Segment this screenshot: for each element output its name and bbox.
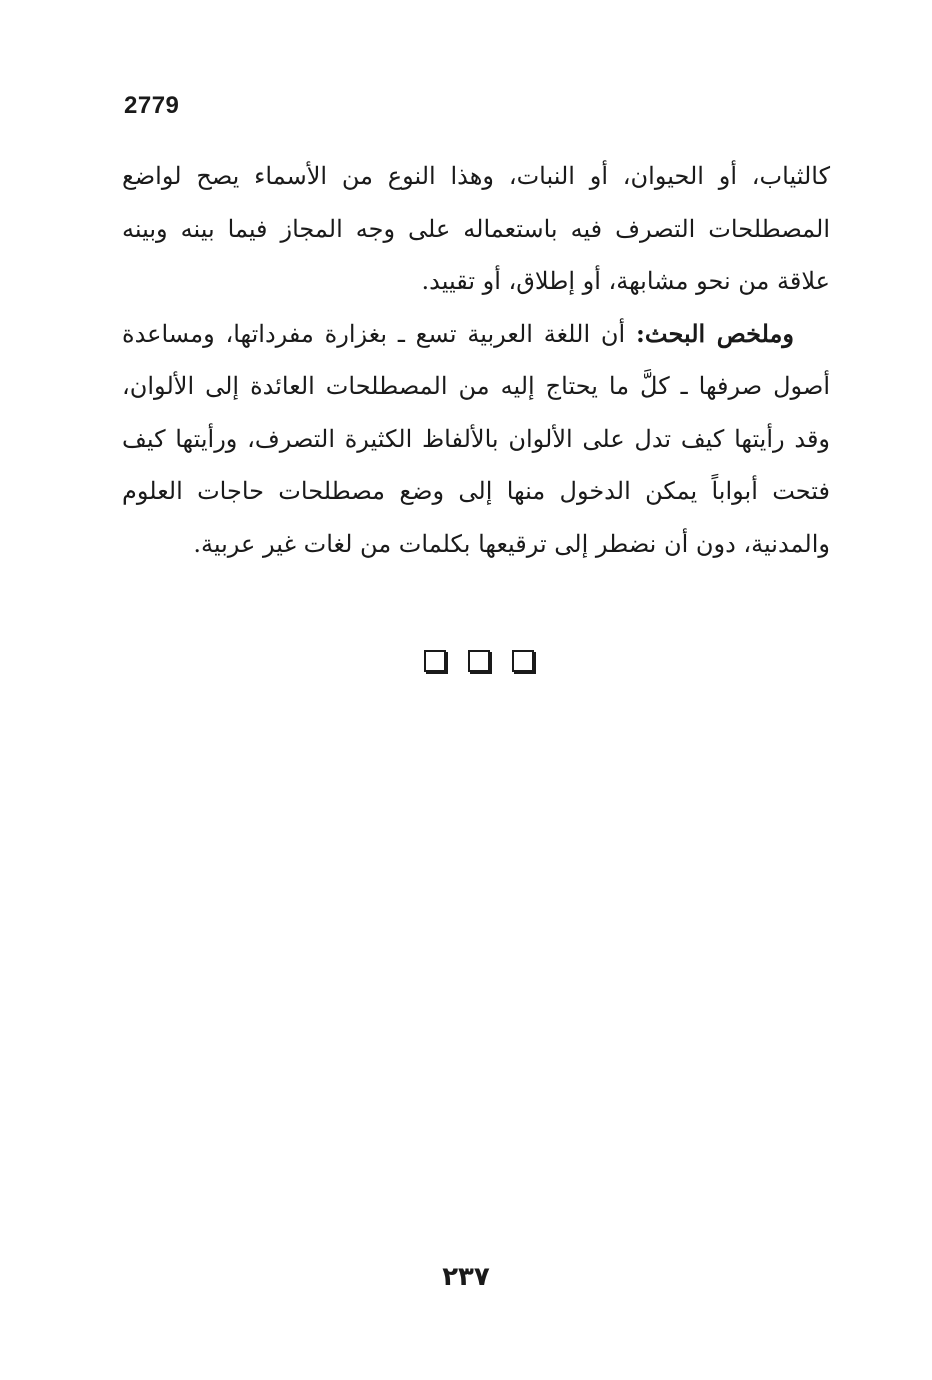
square-box-icon (424, 650, 446, 672)
document-code-number: 2779 (124, 92, 180, 119)
summary-text: أن اللغة العربية تسع ـ بغزارة مفرداتها، ومساعدة أصول صرفها ـ كلَّ ما يحتاج إليه من المصطلحات العائدة إلى الألوان، وقد رأيتها كيف تدل على الألوان بالألفاظ الكثيرة التصرف، ورأيتها كيف فتحت أبواباً يمكن الدخول منها إلى وضع مصطلحات حاجات العلوم والمدنية، دون أن نضطر إلى ترقيعها بكلمات من لغات غير عربية. (122, 319, 831, 558)
section-end-separator (424, 650, 534, 676)
page-number: ٢٣٧ (442, 1262, 490, 1292)
paragraph-summary (122, 308, 830, 571)
summary-label: وملخص البحث: (636, 318, 794, 348)
square-box-icon (512, 650, 534, 672)
paragraph-continuation: كالثياب، أو الحيوان، أو النبات، وهذا النوع من الأسماء يصح لواضع المصطلحات التصرف فيه باستعماله على وجه المجاز فيما بينه وبينه علاقة من نحو مشابهة، أو إطلاق، أو تقييد. (122, 162, 830, 295)
body-text (122, 150, 830, 570)
square-box-icon (468, 650, 490, 672)
